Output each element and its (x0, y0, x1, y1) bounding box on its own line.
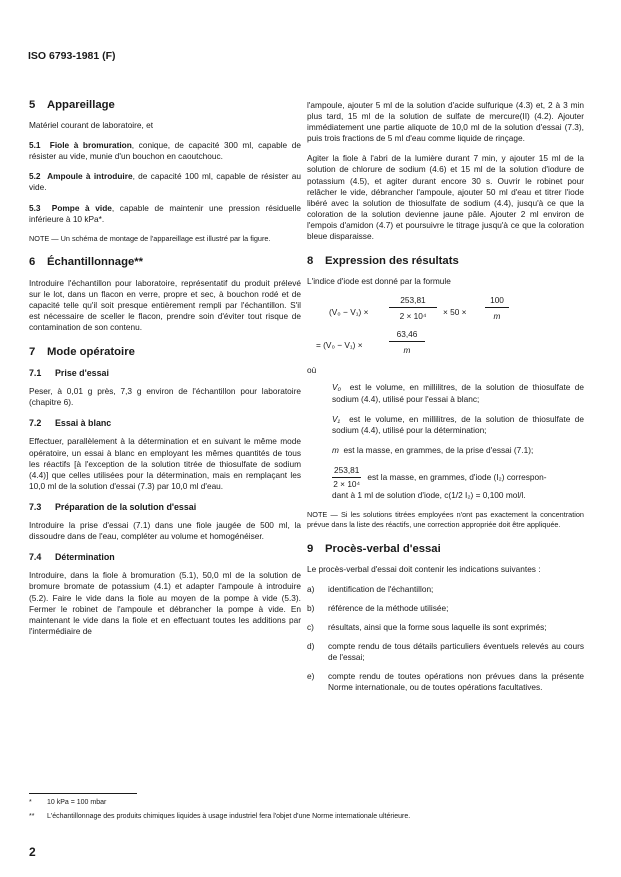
iodine-fraction (332, 465, 361, 490)
footnote-2 (29, 812, 410, 821)
definition-text: est le volume, en millilitres, de la solution de thiosulfate de sodium (4.4), utilisé pour la détermination; (332, 413, 584, 435)
where-label: où (307, 365, 317, 376)
list-marker: c) (307, 621, 314, 632)
symbol: V₁ (332, 413, 341, 424)
item-title: Fiole à bromuration (49, 140, 132, 151)
section-title: Procès-verbal d'essai (325, 542, 441, 555)
left-column (29, 100, 301, 646)
definition-v1 (307, 414, 584, 436)
formula-2-numerator: 63,46 (396, 329, 418, 340)
formula-1-lhs: (V₀ − V₁) × (329, 307, 369, 318)
subsection-7-1-text: Peser, à 0,01 g près, 7,3 g environ de l'échantillon pour laboratoire (chapitre 6). (29, 386, 301, 408)
definition-v0 (307, 382, 584, 404)
section-9-heading (307, 544, 584, 555)
list-text: identification de l'échantillon; (328, 583, 434, 594)
item-title: Ampoule à introduire (47, 171, 133, 182)
list-text: compte rendu de tous détails particuliers éventuels relevés au cours de l'essai; (328, 641, 584, 663)
item-5-3 (29, 203, 301, 225)
section-7-heading (29, 347, 301, 358)
item-number: 5.2 (29, 171, 41, 182)
section-5-note: NOTE — Un schéma de montage de l'appareillage est illustré par la figure. (29, 233, 271, 243)
footnote-1 (29, 798, 106, 807)
formula-1-denominator-2: m (493, 311, 501, 322)
list-item (307, 622, 584, 633)
formula-1-numerator: 253,81 (400, 295, 426, 306)
subsection-7-4-continuation: l'ampoule, ajouter 5 ml de la solution d'acide sulfurique (4.3) et, 2 à 3 min plus tard, 15 ml de la solution de sulfate de mercure(II) (4.2). Ajouter immédiatement une partie aliquote de 10,0 ml de la solution d'essai (7.3), puis trois fractions de 5 ml d'eau comme liquide de rinçage. (307, 100, 584, 144)
list-marker: e) (307, 671, 315, 682)
footnote-text: L'échantillonnage des produits chimiques liquides à usage industriel fera l'objet d'une Norme internationale ultérieure. (47, 813, 411, 820)
subsection-7-1-heading (29, 368, 301, 379)
list-marker: d) (307, 641, 315, 652)
item-5-1 (29, 140, 301, 162)
subsection-7-3-text: Introduire la prise d'essai (7.1) dans une fiole jaugée de 500 ml, la dissoudre dans de l'eau, compléter au volume et homogénéiser. (29, 520, 301, 542)
definition-text: est la masse, en grammes, de la prise d'essai (7.1); (343, 444, 534, 455)
subsection-number: 7.2 (29, 418, 42, 429)
definition-text: est la masse, en grammes, d'iode (I₂) correspon- (367, 471, 547, 482)
formula-1-denominator: 2 × 10⁴ (399, 311, 427, 322)
fraction-bar (485, 307, 509, 308)
subsection-title: Détermination (55, 552, 115, 563)
list-marker: b) (307, 602, 315, 613)
fraction-numerator: 253,81 (332, 465, 361, 478)
symbol: V₀ (332, 382, 342, 393)
item-number: 5.3 (29, 202, 41, 213)
list-text: résultats, ainsi que la forme sous laquelle ils sont exprimés; (328, 621, 547, 632)
subsection-7-3-heading (29, 502, 301, 513)
section-5-intro: Matériel courant de laboratoire, et (29, 120, 154, 131)
footnote-separator (29, 793, 137, 794)
list-item (307, 641, 584, 663)
section-6-heading (29, 257, 301, 268)
section-6-text: Introduire l'échantillon pour laboratoire, représentatif du produit prélevé sur le lot, dans un flacon en verre, propre et sec, à bouchon rodé et de capacité telle qu'il soit presque entièrement rempli par l'échantillon. S'il est nécessaire de sceller le flacon, prendre soin d'éviter tout risque de contamination de son contenu. (29, 277, 301, 332)
subsection-7-4-text-2: Agiter la fiole à l'abri de la lumière durant 7 min, y ajouter 15 ml de la solution de chlorure de sodium (4.6) et 15 ml de la solution d'iodure de potassium (4.5), et agiter durant encore 30 s. Ouvrir le robinet pour relâcher le vide, débrancher l'ampoule, ajouter 50 ml d'eau et titrer l'iode libéré avec la solution de thiosulfate de sodium (4.4), jusqu'à ce que la coloration de la solution devienne jaune pâle. Ajouter 2 ml environ de l'empois d'amidon (4.7) et poursuivre le titrage jusqu'à ce que la coloration bleue disparaisse. (307, 153, 584, 242)
fraction-denominator: 2 × 10⁴ (333, 478, 361, 489)
item-5-2 (29, 171, 301, 193)
footnote-text: 10 kPa = 100 mbar (47, 799, 107, 806)
section-number: 6 (29, 256, 36, 269)
item-title: Pompe à vide (51, 202, 112, 213)
list-item (307, 671, 584, 693)
fraction-bar (389, 341, 425, 342)
section-9-intro: Le procès-verbal d'essai doit contenir les indications suivantes : (307, 563, 541, 574)
subsection-number: 7.1 (29, 368, 42, 379)
formula-2-lhs: = (V₀ − V₁) × (316, 340, 363, 351)
list-marker: a) (307, 583, 315, 594)
subsection-title: Prise d'essai (55, 368, 109, 379)
section-title: Appareillage (47, 99, 115, 111)
section-8-intro: L'indice d'iode est donné par la formule (307, 276, 451, 287)
document-header: ISO 6793-1981 (F) (28, 50, 116, 62)
section-title: Expression des résultats (325, 255, 459, 268)
subsection-7-2-text: Effectuer, parallèlement à la détermination et en suivant le même mode opératoire, un essai à blanc en employant les mêmes quantités de tous les réactifs [à l'exception de la solution titrée de thiosulfate de sodium (4.4)] que celles utilisées pour la détermination, mais en remplaçant les 10,0 ml de la solution d'essai (7.3) par 10,0 ml d'eau. (29, 436, 301, 491)
formula-1-numerator-2: 100 (490, 295, 504, 306)
section-8-heading (307, 256, 584, 267)
subsection-number: 7.3 (29, 501, 42, 512)
subsection-7-4-heading (29, 552, 301, 563)
section-number: 9 (307, 542, 314, 555)
list-item (307, 603, 584, 614)
formula-2-denominator: m (403, 345, 411, 356)
definition-m (307, 445, 584, 456)
section-number: 5 (29, 99, 36, 111)
footnote-mark: ** (29, 813, 35, 820)
list-text: compte rendu de toutes opérations non prévues dans la présente Norme internationale, ou de toutes opérations facultatives. (328, 671, 584, 693)
footnote-mark: * (29, 799, 32, 806)
definition-iodine-mass (307, 465, 584, 501)
item-text: , de capacité 100 ml, capable de résister au vide. (29, 171, 301, 193)
subsection-7-4-text: Introduire, dans la fiole à bromuration (5.1), 50,0 ml de la solution de bromure bromate de potassium (4.1) et adapter l'ampoule à introduire (5.2). Faire le vide dans la fiole au moyen de la pompe à vide (5.3). Fermer le robinet de l'ampoule et débrancher la pompe à vide. En maintenant le vide dans la fiole et en effectuant toutes les additions par l'intermédiaire de (29, 570, 301, 636)
subsection-number: 7.4 (29, 552, 42, 563)
item-text: , capable de maintenir une pression résiduelle inférieure à 10 kPa*. (29, 202, 301, 224)
fraction-bar (389, 307, 437, 308)
section-number: 7 (29, 346, 36, 359)
item-text: , conique, de capacité 300 ml, capable de résister au vide, munie d'un bouchon en caoutchouc. (29, 140, 301, 162)
iodine-index-formula (307, 293, 584, 363)
section-8-note: NOTE — Si les solutions titrées employées n'ont pas exactement la concentration prévue dans la liste des réactifs, une correction appropriée doit être appliquée. (307, 510, 584, 529)
subsection-title: Préparation de la solution d'essai (55, 501, 197, 512)
section-title: Mode opératoire (47, 346, 135, 359)
subsection-title: Essai à blanc (55, 418, 112, 429)
definition-text-continued: dant à 1 ml de solution d'iode, c(1/2 I₂) = 0,100 mol/l. (332, 490, 526, 501)
subsection-7-2-heading (29, 418, 301, 429)
definition-text: est le volume, en millilitres, de la solution de thiosulfate de sodium (4.4), utilisé pour l'essai à blanc; (332, 382, 584, 404)
symbol: m (332, 444, 339, 455)
list-item (307, 584, 584, 595)
section-number: 8 (307, 255, 314, 268)
section-5-heading (29, 100, 301, 111)
formula-1-middle: × 50 × (443, 307, 467, 318)
right-column (307, 100, 584, 701)
page-number: 2 (29, 845, 36, 859)
item-number: 5.1 (29, 140, 41, 151)
section-title: Échantillonnage** (47, 256, 144, 269)
list-text: référence de la méthode utilisée; (328, 602, 449, 613)
